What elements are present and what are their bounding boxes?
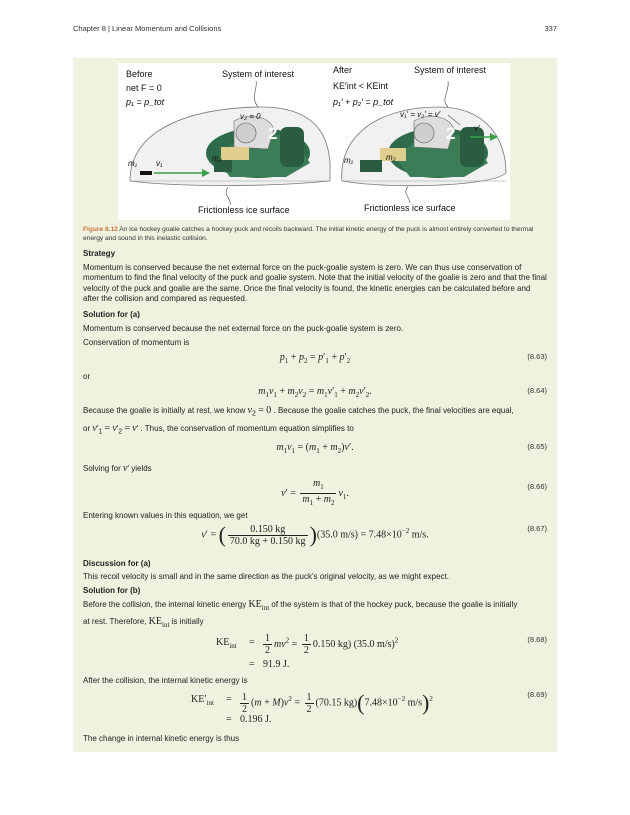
equation-number-8-66: (8.66): [527, 482, 547, 491]
jersey-number-left: 2: [268, 124, 278, 143]
vprime-label: v′: [474, 124, 480, 133]
chapter-title: Chapter 8 | Linear Momentum and Collisions: [73, 24, 222, 33]
equation-number-8-63: (8.63): [527, 352, 547, 361]
goalie-figure: [118, 63, 510, 220]
equation-8-66: v′ = $\frac{m_1}{m_1 + m_2}$ $v_1$. (8.66): [281, 478, 547, 507]
solution-a-p1: Momentum is conserved because the net external force on the puck-goalie system is zero.: [83, 324, 404, 333]
puck-left: [140, 171, 152, 175]
equation-number-8-69: (8.69): [527, 690, 547, 699]
solution-a-p4: or $v'_1 = v'_2 = v'$ . Thus, the conservation of momentum equation simplifies to: [83, 423, 354, 436]
ke-int-value: 91.9 J.: [263, 659, 290, 670]
page-header: [73, 24, 557, 36]
after-momentum-label: p₁′ + p₂′ = p_tot: [333, 97, 394, 107]
solution-b-heading: Solution for (b): [83, 586, 141, 595]
solution-a-p6: Entering known values in this equation, we get: [83, 511, 248, 520]
m1-right-label: m₁: [344, 156, 354, 165]
m2-left-label: m₂: [212, 154, 222, 163]
equation-number-8-64: (8.64): [527, 386, 547, 395]
system-label-right: System of interest: [414, 65, 487, 75]
solution-a-p5: Solving for v′ yields: [83, 463, 152, 474]
after-label: After: [333, 65, 353, 75]
system-label-left: System of interest: [222, 69, 295, 79]
m2-right-label: m₂: [386, 153, 396, 162]
solution-b-p3: After the collision, the internal kinetic energy is: [83, 676, 248, 685]
equation-8-65: $m_1v_1 = (m_1 + m_2)v'$. (8.65): [276, 442, 547, 455]
figure-caption: [83, 225, 543, 243]
before-net-force: net F = 0: [126, 83, 162, 93]
solution-b-p2: at rest. Therefore, $KE_{int}$ is initially: [83, 616, 204, 629]
equation-8-69: $KE'_{int}$ = $\frac{1}{2}$ $(m + M)v^2$ = $\frac{1}{2}$ (70.15 $kg)(7.48\times 10^{-2}$ m/s)$^2$ = 0.196 J. (8.69): [191, 690, 547, 725]
v1-left-label: v₁: [156, 159, 163, 168]
solution-a-p3: Because the goalie is initially at rest, we know $v_2 = 0$ . Because the goalie catches the puck, the final velocities are equal,: [83, 405, 514, 418]
equation-number-8-65: (8.65): [527, 442, 547, 451]
equation-number-8-68: (8.68): [527, 635, 547, 644]
solution-b-p4: The change in internal kinetic energy is thus: [83, 734, 240, 743]
strategy-heading: Strategy: [83, 249, 116, 258]
solution-a-heading: Solution for (a): [83, 310, 140, 319]
ice-left-label: Frictionless ice surface: [198, 205, 290, 215]
strategy-text: Momentum is conserved because the net external force on the puck-goalie system is zero. We can thus use conservation of momentum to find the final velocity of the puck and goalie system. Note that the initial velocity of the goalie is zero and that the final velocity of the puck and goalie are the same. Once the final velocity is found, the kinetic energies can be calculated before and after the collision and compared as requested.: [83, 263, 547, 304]
jersey-number-right: 2: [446, 124, 456, 143]
or-text: or: [83, 372, 91, 381]
equation-8-64: $m_1v_1 + m_2v_2 = m_1v'_1 + m_2v'_2$. (8.64): [258, 386, 547, 399]
discussion-a-text: This recoil velocity is small and in the same direction as the puck's original velocity, as we might expect.: [83, 572, 449, 581]
ke-int-final-value: 0.196 J.: [240, 714, 272, 725]
ice-right-label: Frictionless ice surface: [364, 203, 456, 213]
equation-8-67: v′ = ( $\frac{0.150 kg}{70.0 kg + 0.150 kg}$ )(35.0 $m/s) = 7.48\times 10^{-2}$ m/s. (8.67): [201, 522, 547, 547]
v2-zero-label: v₂ = 0: [240, 112, 261, 121]
equation-8-63: $p_1 + p_2 = p'_1 + p'_2$ (8.63): [279, 352, 547, 365]
equation-number-8-67: (8.67): [527, 524, 547, 533]
vprime-equal-label: v₁′ = v₂′ = v′: [400, 110, 441, 119]
solution-a-p2: Conservation of momentum is: [83, 338, 190, 347]
equation-8-68: $KE_{int}$ = $\frac{1}{2}$ $mv^2$ = $\frac{1}{2}$ 0.150 kg) (35.0 m/s)$^2$ = 91.9 J. (8.68): [216, 633, 547, 670]
after-ke-label: KE′int < KEint: [333, 81, 388, 91]
m1-left-label: m₁: [128, 159, 138, 168]
caption-text: An ice hockey goalie catches a hockey puck and recoils backward. The initial kinetic energy of the puck is almost entirely converted to thermal energy and sound in this inelastic collision.: [83, 226, 534, 242]
figure-label: Figure 8.12: [83, 226, 118, 233]
page-number: 337: [544, 24, 557, 33]
before-momentum: p₁ = p_tot: [126, 97, 165, 107]
before-label: Before: [126, 69, 153, 79]
discussion-a-heading: Discussion for (a): [83, 559, 151, 568]
solution-b-p1: Before the collision, the internal kinetic energy $KE_{int}$ of the system is that of the hockey puck, because the goalie is initially: [83, 599, 518, 612]
